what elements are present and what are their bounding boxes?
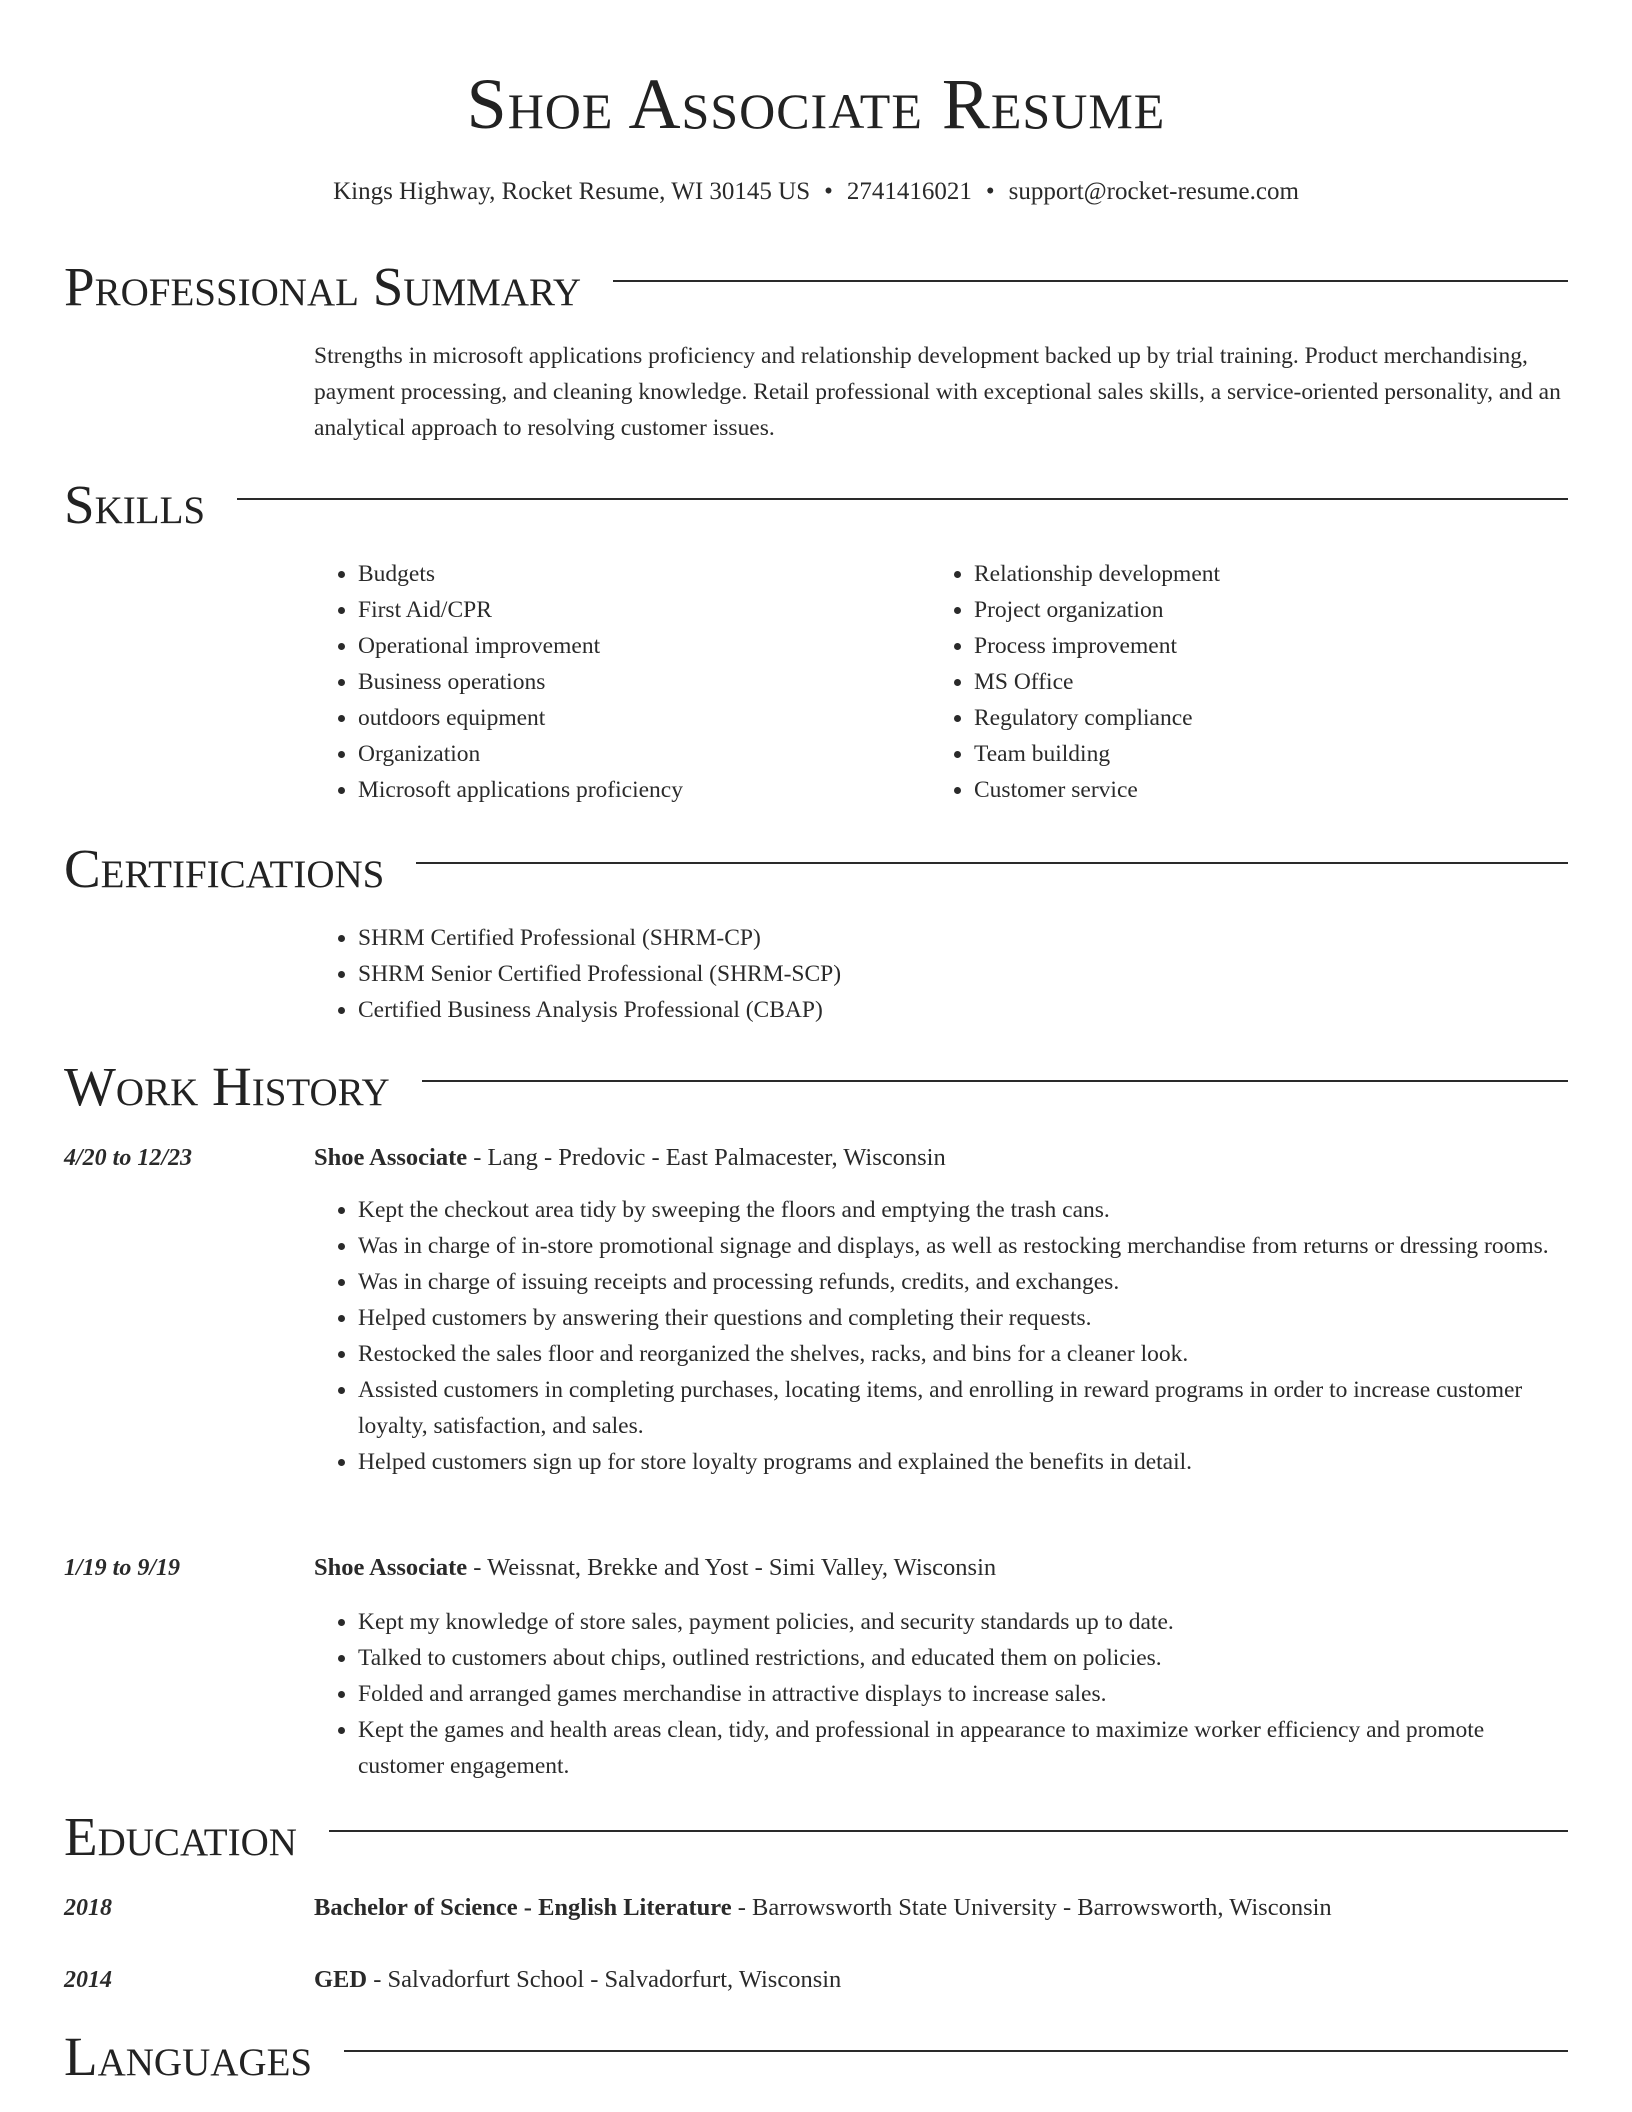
section-header-summary xyxy=(64,252,1568,322)
skills-column-right xyxy=(930,556,1490,808)
skill-item: • Operational improvement xyxy=(358,628,874,664)
job-duties xyxy=(314,1192,1568,1480)
section-header-languages xyxy=(64,2022,1568,2092)
duty-item: • Helped customers by answering their questions and completing their requests. xyxy=(358,1300,1568,1336)
skill-item: • Business operations xyxy=(358,664,874,700)
section-divider xyxy=(613,280,1568,282)
education-year: 2014 xyxy=(64,1967,112,1993)
skill-item: • Process improvement xyxy=(974,628,1490,664)
duty-item: • Was in charge of issuing receipts and processing refunds, credits, and exchanges. xyxy=(358,1264,1568,1300)
section-title: Work History xyxy=(64,1056,390,1117)
education-degree: Bachelor of Science - English Literature xyxy=(314,1894,732,1921)
job-employer: - Weissnat, Brekke and Yost - Simi Valley, Wisconsin xyxy=(467,1554,997,1581)
contact-separator: • xyxy=(824,178,833,205)
skill-item: • Customer service xyxy=(974,772,1490,808)
section-header-education xyxy=(64,1802,1568,1872)
contact-email[interactable]: support@rocket-resume.com xyxy=(1008,178,1299,205)
section-header-certifications xyxy=(64,834,1568,904)
duty-item: • Talked to customers about chips, outlined restrictions, and educated them on policies. xyxy=(358,1640,1568,1676)
contact-address: Kings Highway, Rocket Resume, WI 30145 US xyxy=(333,178,811,205)
education-school: - Salvadorfurt School - Salvadorfurt, Wisconsin xyxy=(367,1966,842,1993)
contact-line xyxy=(0,172,1632,212)
certifications-list xyxy=(314,920,1568,1028)
page-title: Shoe Associate Resume xyxy=(466,64,1166,144)
duty-item: • Assisted customers in completing purchases, locating items, and enrolling in reward programs in order to increase customer loyalty, satisfaction, and sales. xyxy=(358,1372,1568,1444)
skill-item: • First Aid/CPR xyxy=(358,592,874,628)
duty-item: • Helped customers sign up for store loyalty programs and explained the benefits in detail. xyxy=(358,1444,1568,1480)
education-year: 2018 xyxy=(64,1895,112,1921)
certification-item: • SHRM Certified Professional (SHRM-CP) xyxy=(358,920,1568,956)
section-divider xyxy=(329,1830,1568,1832)
skills-column-left xyxy=(314,556,874,808)
job-title: Shoe Associate xyxy=(314,1144,468,1171)
education-entry xyxy=(314,1962,1568,1998)
education-degree: GED xyxy=(314,1966,368,1993)
job-heading xyxy=(314,1140,1568,1176)
education-entry xyxy=(314,1890,1568,1926)
skill-item: • Project organization xyxy=(974,592,1490,628)
section-title: Languages xyxy=(64,2026,313,2087)
section-title: Professional Summary xyxy=(64,256,582,317)
job-dates: 4/20 to 12/23 xyxy=(64,1145,193,1171)
section-header-skills xyxy=(64,470,1568,540)
skill-item: • Team building xyxy=(974,736,1490,772)
skill-item: • MS Office xyxy=(974,664,1490,700)
job-dates: 1/19 to 9/19 xyxy=(64,1555,181,1581)
skill-item: • Organization xyxy=(358,736,874,772)
contact-phone: 2741416021 xyxy=(846,178,972,205)
contact-separator: • xyxy=(985,178,995,205)
skill-item: • Regulatory compliance xyxy=(974,700,1490,736)
skill-item: • Microsoft applications proficiency xyxy=(358,772,874,808)
skill-item: • Relationship development xyxy=(974,556,1490,592)
duty-item: • Kept the checkout area tidy by sweeping the floors and emptying the trash cans. xyxy=(358,1192,1568,1228)
section-title: Certifications xyxy=(64,838,385,899)
section-title: Skills xyxy=(64,474,206,535)
job-duties xyxy=(314,1604,1568,1784)
job-title: Shoe Associate xyxy=(314,1554,468,1581)
section-divider xyxy=(422,1080,1568,1082)
certification-item: • Certified Business Analysis Professional (CBAP) xyxy=(358,992,1568,1028)
section-divider xyxy=(344,2050,1568,2052)
duty-item: • Kept my knowledge of store sales, payment policies, and security standards up to date. xyxy=(358,1604,1568,1640)
job-employer: - Lang - Predovic - East Palmacester, Wisconsin xyxy=(467,1144,946,1171)
section-divider xyxy=(237,498,1568,500)
duty-item: • Folded and arranged games merchandise in attractive displays to increase sales. xyxy=(358,1676,1568,1712)
skill-item: • Budgets xyxy=(358,556,874,592)
duty-item: • Was in charge of in-store promotional signage and displays, as well as restocking merchandise from returns or dressing rooms. xyxy=(358,1228,1568,1264)
duty-item: • Kept the games and health areas clean, tidy, and professional in appearance to maximize worker efficiency and promote customer engagement. xyxy=(358,1712,1568,1784)
education-school: - Barrowsworth State University - Barrowsworth, Wisconsin xyxy=(731,1894,1332,1921)
summary-text: Strengths in microsoft applications proficiency and relationship development backed up by trial training. Product merchandising, payment processing, and cleaning knowledge. Retail professional with exceptional sales skills, a service-oriented personality, and an analytical approach to resolving customer issues. xyxy=(314,343,1561,441)
skill-item: • outdoors equipment xyxy=(358,700,874,736)
section-title: Education xyxy=(64,1806,297,1867)
job-heading xyxy=(314,1550,1568,1586)
section-header-work-history xyxy=(64,1052,1568,1122)
duty-item: • Restocked the sales floor and reorganized the shelves, racks, and bins for a cleaner look. xyxy=(358,1336,1568,1372)
section-divider xyxy=(416,862,1568,864)
certification-item: • SHRM Senior Certified Professional (SHRM-SCP) xyxy=(358,956,1568,992)
